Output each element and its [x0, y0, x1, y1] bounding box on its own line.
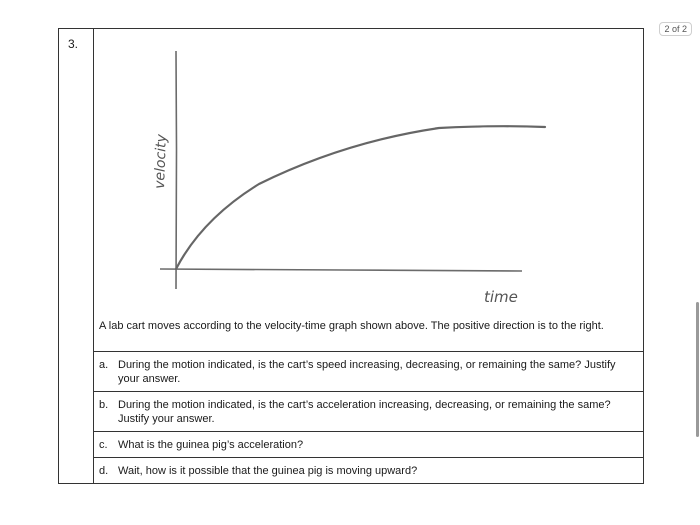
y-axis [176, 51, 177, 289]
question-cell-c [94, 432, 644, 458]
scrollbar[interactable] [696, 302, 699, 437]
question-cell-b [94, 392, 644, 432]
problem-table [58, 28, 644, 484]
question-text: During the motion indicated, is the cart’s acceleration increasing, decreasing, or remaining the same? Justify your answer. [118, 399, 611, 425]
question-row-c [59, 432, 644, 458]
x-axis-label: time [484, 288, 518, 306]
question-letter: b. [99, 399, 109, 411]
question-cell-d [94, 458, 644, 484]
question-letter: c. [99, 439, 108, 451]
problem-number: 3. [68, 37, 79, 51]
question-row-b [59, 392, 644, 432]
velocity-time-graph [94, 29, 645, 351]
page-indicator: 2 of 2 [659, 22, 692, 36]
question-letter: d. [99, 465, 109, 477]
question-text: Wait, how is it possible that the guinea pig is moving upward? [118, 465, 418, 477]
question-cell-a [94, 352, 644, 392]
question-letter: a. [99, 359, 109, 371]
problem-number-cell [59, 29, 94, 484]
velocity-curve [176, 126, 545, 269]
x-axis [160, 269, 522, 271]
question-row-d [59, 458, 644, 484]
y-axis-label: velocity [152, 133, 170, 190]
question-text: During the motion indicated, is the cart’s speed increasing, decreasing, or remaining the same? Justify your answer. [118, 359, 616, 385]
graph-cell [94, 29, 644, 352]
question-row-a [59, 352, 644, 392]
graph-row [59, 29, 644, 352]
problem-prompt: A lab cart moves according to the velocity-time graph shown above. The positive direction is to the right. [99, 320, 604, 332]
question-text: What is the guinea pig’s acceleration? [118, 439, 304, 451]
